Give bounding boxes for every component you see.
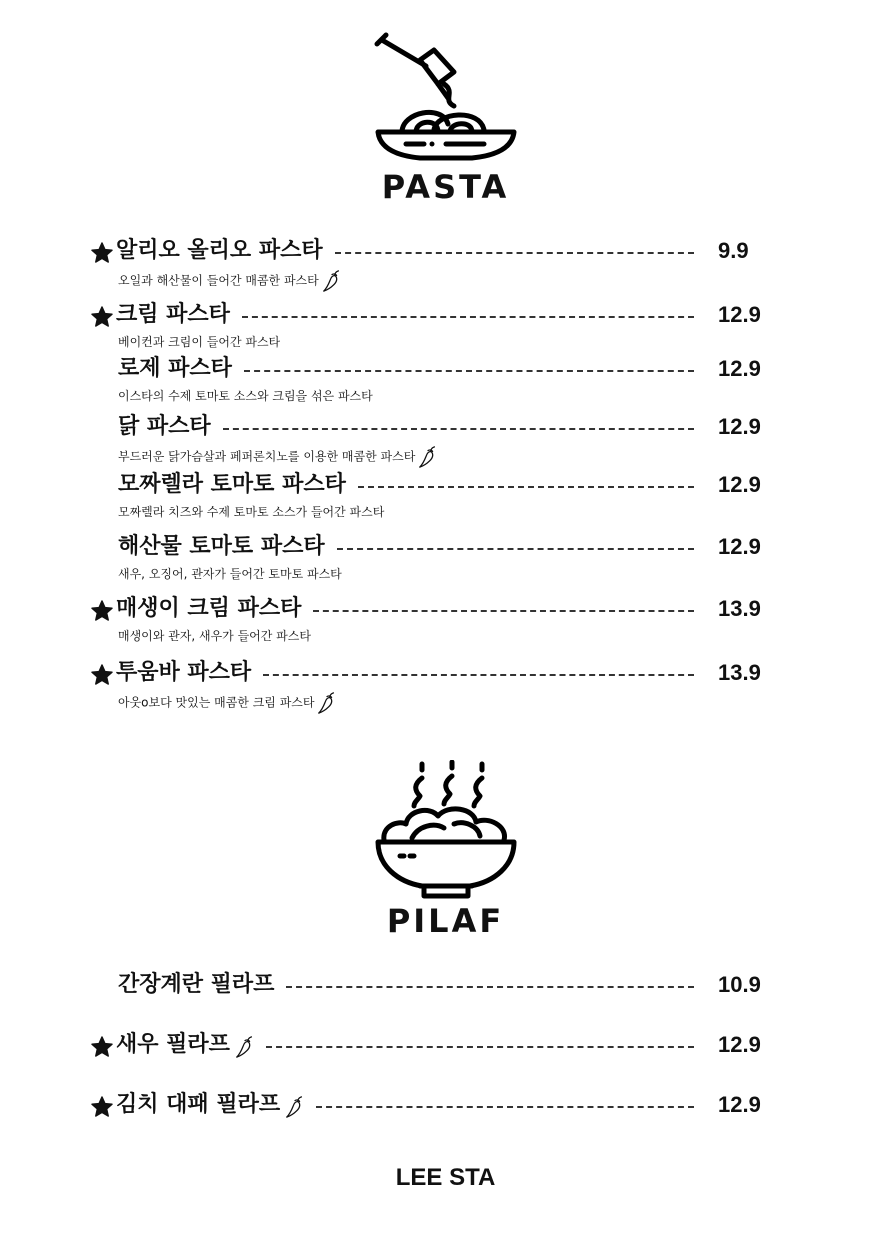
pasta-menu-item: [90, 658, 775, 692]
dotted-leader: [358, 486, 694, 488]
description-text: 베이컨과 크림이 들어간 파스타: [118, 335, 281, 349]
menu-item-description: [118, 566, 342, 582]
menu-item-description: [118, 446, 439, 468]
dotted-leader: [242, 316, 694, 318]
star-icon: [90, 1095, 114, 1119]
pilaf-menu-item: [90, 1030, 775, 1064]
star-icon: [90, 663, 114, 687]
menu-item-price: 12.9: [718, 356, 761, 381]
chili-pepper-icon: [316, 692, 338, 714]
pasta-menu-item: [90, 594, 775, 628]
chili-pepper-icon: [417, 446, 439, 468]
menu-item-price: 13.9: [718, 596, 761, 621]
menu-item-price: 9.9: [718, 238, 749, 263]
star-icon: [90, 305, 114, 329]
menu-item-price: 12.9: [718, 302, 761, 327]
pasta-plate-icon: [372, 32, 520, 172]
menu-item-description: [118, 692, 338, 714]
dotted-leader: [313, 610, 694, 612]
menu-item-description: [118, 270, 343, 292]
menu-item-name: 크림 파스타: [116, 302, 230, 327]
dotted-leader: [286, 986, 694, 988]
dotted-leader: [337, 548, 694, 550]
pasta-section-title: PASTA: [381, 168, 510, 206]
description-text: 아웃o보다 맛있는 매콤한 크림 파스타: [118, 695, 315, 710]
menu-item-name: 간장계란 필라프: [118, 972, 275, 997]
chili-pepper-icon: [284, 1096, 306, 1118]
dotted-leader: [223, 428, 694, 430]
menu-item-price: 12.9: [718, 1032, 761, 1057]
star-icon: [90, 241, 114, 265]
pasta-menu-item: [90, 300, 775, 334]
pasta-menu-item: [90, 532, 775, 566]
chili-pepper-icon: [234, 1036, 256, 1058]
pasta-menu-item: [90, 412, 775, 446]
menu-item-name: 모짜렐라 토마토 파스타: [118, 472, 346, 497]
pasta-menu-item: [90, 470, 775, 504]
description-text: 오일과 해산물이 들어간 매콤한 파스타: [118, 273, 319, 288]
menu-item-price: 12.9: [718, 534, 761, 559]
menu-item-name: 닭 파스타: [118, 414, 211, 439]
dotted-leader: [263, 674, 694, 676]
description-text: 이스타의 수제 토마토 소스와 크림을 섞은 파스타: [118, 389, 373, 403]
menu-item-name: 해산물 토마토 파스타: [118, 534, 325, 559]
chili-pepper-icon: [321, 270, 343, 292]
menu-item-description: [118, 504, 384, 520]
dotted-leader: [316, 1106, 694, 1108]
menu-item-price: 10.9: [718, 972, 761, 997]
description-text: 부드러운 닭가슴살과 페퍼론치노를 이용한 매콤한 파스타: [118, 449, 416, 464]
dotted-leader: [244, 370, 694, 372]
brand-footer: LEE STA: [395, 1164, 496, 1191]
menu-item-price: 12.9: [718, 472, 761, 497]
star-icon: [90, 599, 114, 623]
description-text: 매생이와 관자, 새우가 들어간 파스타: [118, 629, 311, 643]
menu-item-name: 김치 대패 필라프: [116, 1092, 281, 1117]
menu-item-description: [118, 388, 373, 404]
pasta-menu-item: [90, 236, 775, 270]
dotted-leader: [335, 252, 694, 254]
menu-item-name: 투움바 파스타: [116, 660, 252, 685]
menu-item-description: [118, 334, 280, 350]
description-text: 새우, 오징어, 관자가 들어간 토마토 파스타: [118, 567, 342, 581]
pilaf-menu-item: [90, 1090, 775, 1124]
dotted-leader: [266, 1046, 694, 1048]
pilaf-menu-item: [90, 970, 775, 1004]
menu-item-name: 알리오 올리오 파스타: [116, 238, 323, 263]
pasta-menu-item: [90, 354, 775, 388]
menu-item-name: 매생이 크림 파스타: [116, 596, 302, 621]
menu-item-name: 새우 필라프: [116, 1032, 230, 1057]
description-text: 모짜렐라 치즈와 수제 토마토 소스가 들어간 파스타: [118, 505, 385, 519]
menu-item-description: [118, 628, 311, 644]
star-icon: [90, 1035, 114, 1059]
pilaf-section-title: PILAF: [386, 902, 505, 940]
menu-item-name: 로제 파스타: [118, 356, 232, 381]
menu-item-price: 13.9: [718, 660, 761, 685]
menu-item-price: 12.9: [718, 414, 761, 439]
menu-item-price: 12.9: [718, 1092, 761, 1117]
rice-bowl-icon: [374, 760, 518, 904]
